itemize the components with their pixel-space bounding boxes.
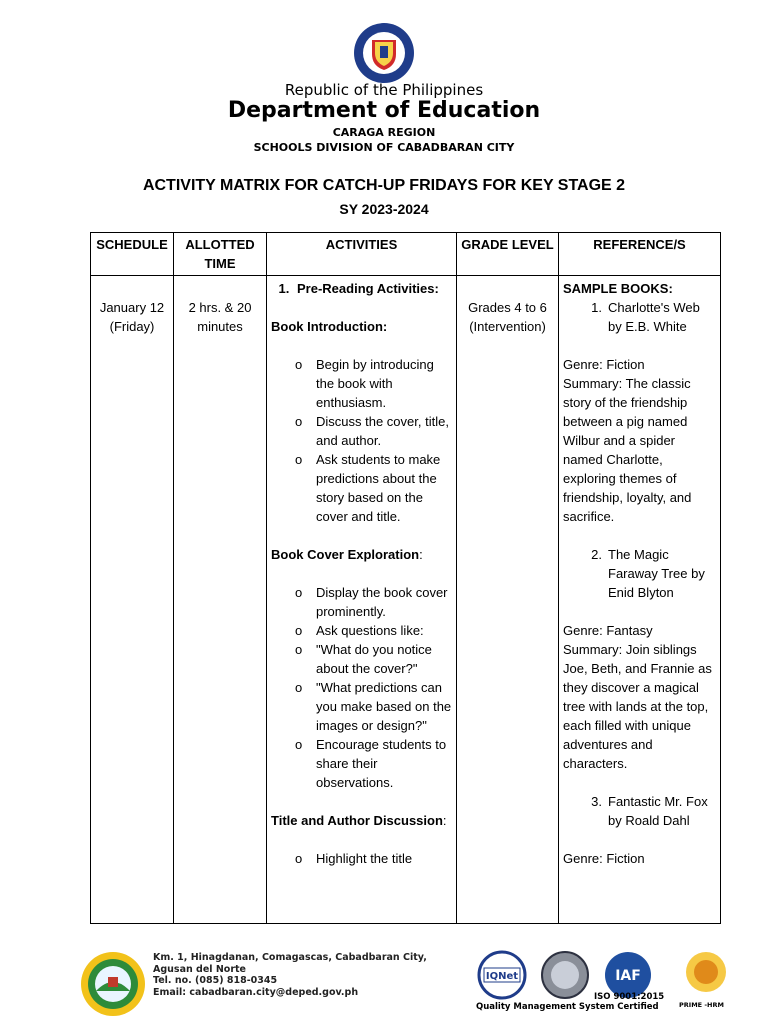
footer-address-2: Agusan del Norte <box>153 963 247 975</box>
table-row <box>91 276 721 924</box>
allotted-time-cell <box>174 276 267 924</box>
list-item: o Encourage students to share their observations. <box>295 735 452 792</box>
prime-hrm-logo <box>686 952 726 992</box>
book-title: The Magic Faraway Tree by Enid Blyton <box>608 547 705 600</box>
qms-certified: Quality Management System Certified <box>476 1002 659 1012</box>
book-cover-list <box>295 583 452 792</box>
book-title: Fantastic Mr. Fox by Roald Dahl <box>608 794 708 828</box>
division-logo <box>78 951 148 1017</box>
schedule-day: (Friday) <box>109 319 155 334</box>
activity-matrix-table <box>90 232 721 924</box>
list-item: o Highlight the title <box>295 849 452 868</box>
school-year: SY 2023-2024 <box>339 201 429 217</box>
column-header-references: REFERENCE/S <box>559 233 721 276</box>
division-line: SCHOOLS DIVISION OF CABADBARAN CITY <box>253 141 515 154</box>
document-title: ACTIVITY MATRIX FOR CATCH-UP FRIDAYS FOR KEY STAGE 2 <box>142 177 626 194</box>
allotted-time-line-1: 2 hrs. & 20 <box>188 300 252 315</box>
book-cover-heading: Book Cover Exploration: <box>271 547 423 562</box>
list-item: o Begin by introducing the book with enthusiasm. <box>295 355 452 412</box>
table-header-row <box>91 233 721 276</box>
references-cell <box>559 276 721 924</box>
column-header-activities: ACTIVITIES <box>267 233 457 276</box>
list-item: o Ask students to make predictions about the story based on the cover and title. <box>295 450 452 526</box>
certification-seal-logo <box>542 952 588 998</box>
republic-line: Republic of the Philippines <box>284 81 484 99</box>
book-summary: Summary: Join siblings Joe, Beth, and Frannie as they discover a magical tree with lands at the top, each filled with unique adventures and characters. <box>563 642 712 771</box>
grade-level-type: (Intervention) <box>469 319 546 334</box>
book-entry: 3. Fantastic Mr. Fox by Roald Dahl <box>563 792 716 830</box>
book-entry: 1. Charlotte's Web by E.B. White <box>563 298 716 336</box>
list-item: o Ask questions like: <box>295 621 452 640</box>
book-entry: 2. The Magic Faraway Tree by Enid Blyton <box>563 545 716 602</box>
department-name: Department of Education <box>227 98 541 123</box>
pre-reading-step: 1. Pre-Reading Activities: <box>293 279 452 298</box>
region-line: CARAGA REGION <box>332 126 436 139</box>
footer-tel: Tel. no. (085) 818-0345 <box>153 975 278 986</box>
list-item: o "What do you notice about the cover?" <box>295 640 452 678</box>
book-introduction-heading: Book Introduction: <box>271 319 388 334</box>
svg-text:IAF: IAF <box>615 968 641 984</box>
list-item: o Discuss the cover, title, and author. <box>295 412 452 450</box>
column-header-allotted-time: ALLOTTED TIME <box>174 233 267 276</box>
column-header-grade-level: GRADE LEVEL <box>457 233 559 276</box>
iso-certification: ISO 9001:2015 <box>594 992 665 1002</box>
schedule-cell <box>91 276 174 924</box>
iqnet-logo <box>479 952 525 998</box>
activities-cell <box>267 276 457 924</box>
book-genre: Genre: Fantasy <box>563 623 653 638</box>
title-author-list <box>295 849 452 868</box>
book-genre: Genre: Fiction <box>563 851 645 866</box>
book-summary: Summary: The classic story of the friendship between a pig named Wilbur and a spider named Charlotte, exploring themes of friendship, loyalty, and sacrifice. <box>563 376 692 524</box>
footer-email: Email: cabadbaran.city@deped.gov.ph <box>153 986 359 998</box>
list-item: o Display the book cover prominently. <box>295 583 452 621</box>
book-introduction-list <box>295 355 452 526</box>
column-header-schedule: SCHEDULE <box>91 233 174 276</box>
schedule-date: January 12 <box>99 300 165 315</box>
grade-level-range: Grades 4 to 6 <box>468 300 547 315</box>
allotted-time-line-2: minutes <box>197 319 243 334</box>
footer-contact <box>153 952 427 998</box>
footer-address-1: Km. 1, Hinagdanan, Comagascas, Cabadbaran City, <box>153 952 427 963</box>
sample-books-heading: SAMPLE BOOKS: <box>563 281 673 296</box>
list-item: o "What predictions can you make based on the images or design?" <box>295 678 452 735</box>
book-title: Charlotte's Web by E.B. White <box>608 300 700 334</box>
book-genre: Genre: Fiction <box>563 357 645 372</box>
grade-level-cell <box>457 276 559 924</box>
title-author-heading: Title and Author Discussion: <box>271 813 447 828</box>
deped-seal-logo <box>349 22 419 84</box>
prime-hrm-label: PRIME -HRM <box>679 1001 724 1009</box>
svg-text:IQNet: IQNet <box>485 971 519 982</box>
